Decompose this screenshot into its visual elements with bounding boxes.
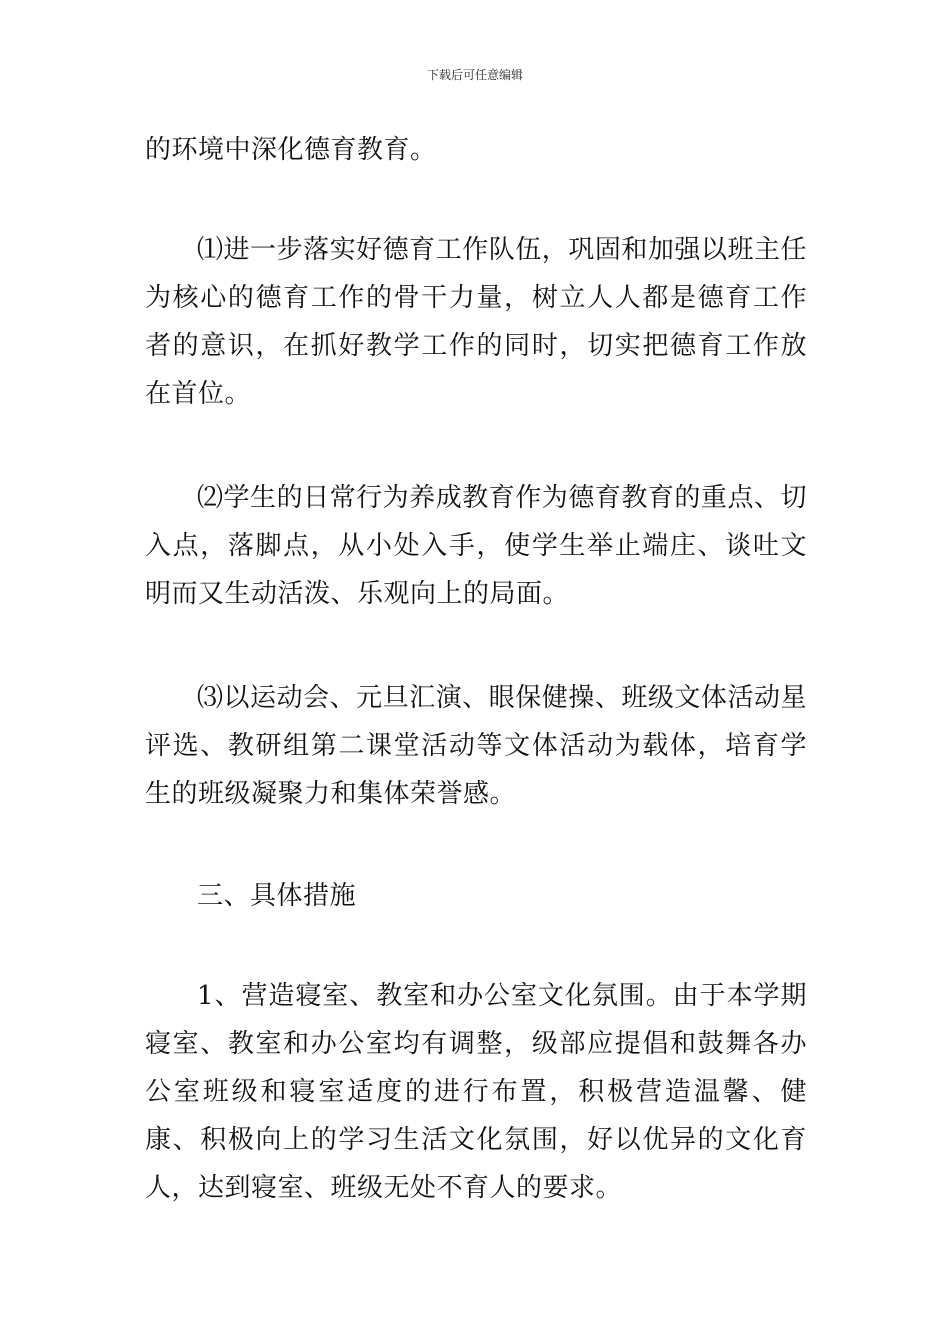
page-header-note: 下载后可任意编辑 [426, 68, 523, 82]
paragraph-measure-1: 1、营造寝室、教室和办公室文化氛围。由于本学期寝室、教室和办公室均有调整，级部应提倡和鼓舞各办公室班级和寝室适度的进行布置，积极营造温馨、健康、积极向上的学习生活文化氛围，好以优异的文化育人，达到寝室、班级无处不育人的要求。 [145, 981, 807, 1203]
paragraph-item-1: ⑴进一步落实好德育工作队伍，巩固和加强以班主任为核心的德育工作的骨干力量，树立人人都是德育工作者的意识，在抓好教学工作的同时，切实把德育工作放在首位。 [145, 235, 807, 409]
section-heading: 三、具体措施 [197, 881, 357, 911]
paragraph-continuation: 的环境中深化德育教育。 [145, 135, 437, 165]
paragraph-item-3: ⑶以运动会、元旦汇演、眼保健操、班级文体活动星评选、教研组第二课堂活动等文体活动为载体，培育学生的班级凝聚力和集体荣誉感。 [145, 683, 807, 809]
paragraph-item-2: ⑵学生的日常行为养成教育作为德育教育的重点、切入点，落脚点，从小处入手，使学生举止端庄、谈吐文明而又生动活泼、乐观向上的局面。 [145, 483, 807, 609]
